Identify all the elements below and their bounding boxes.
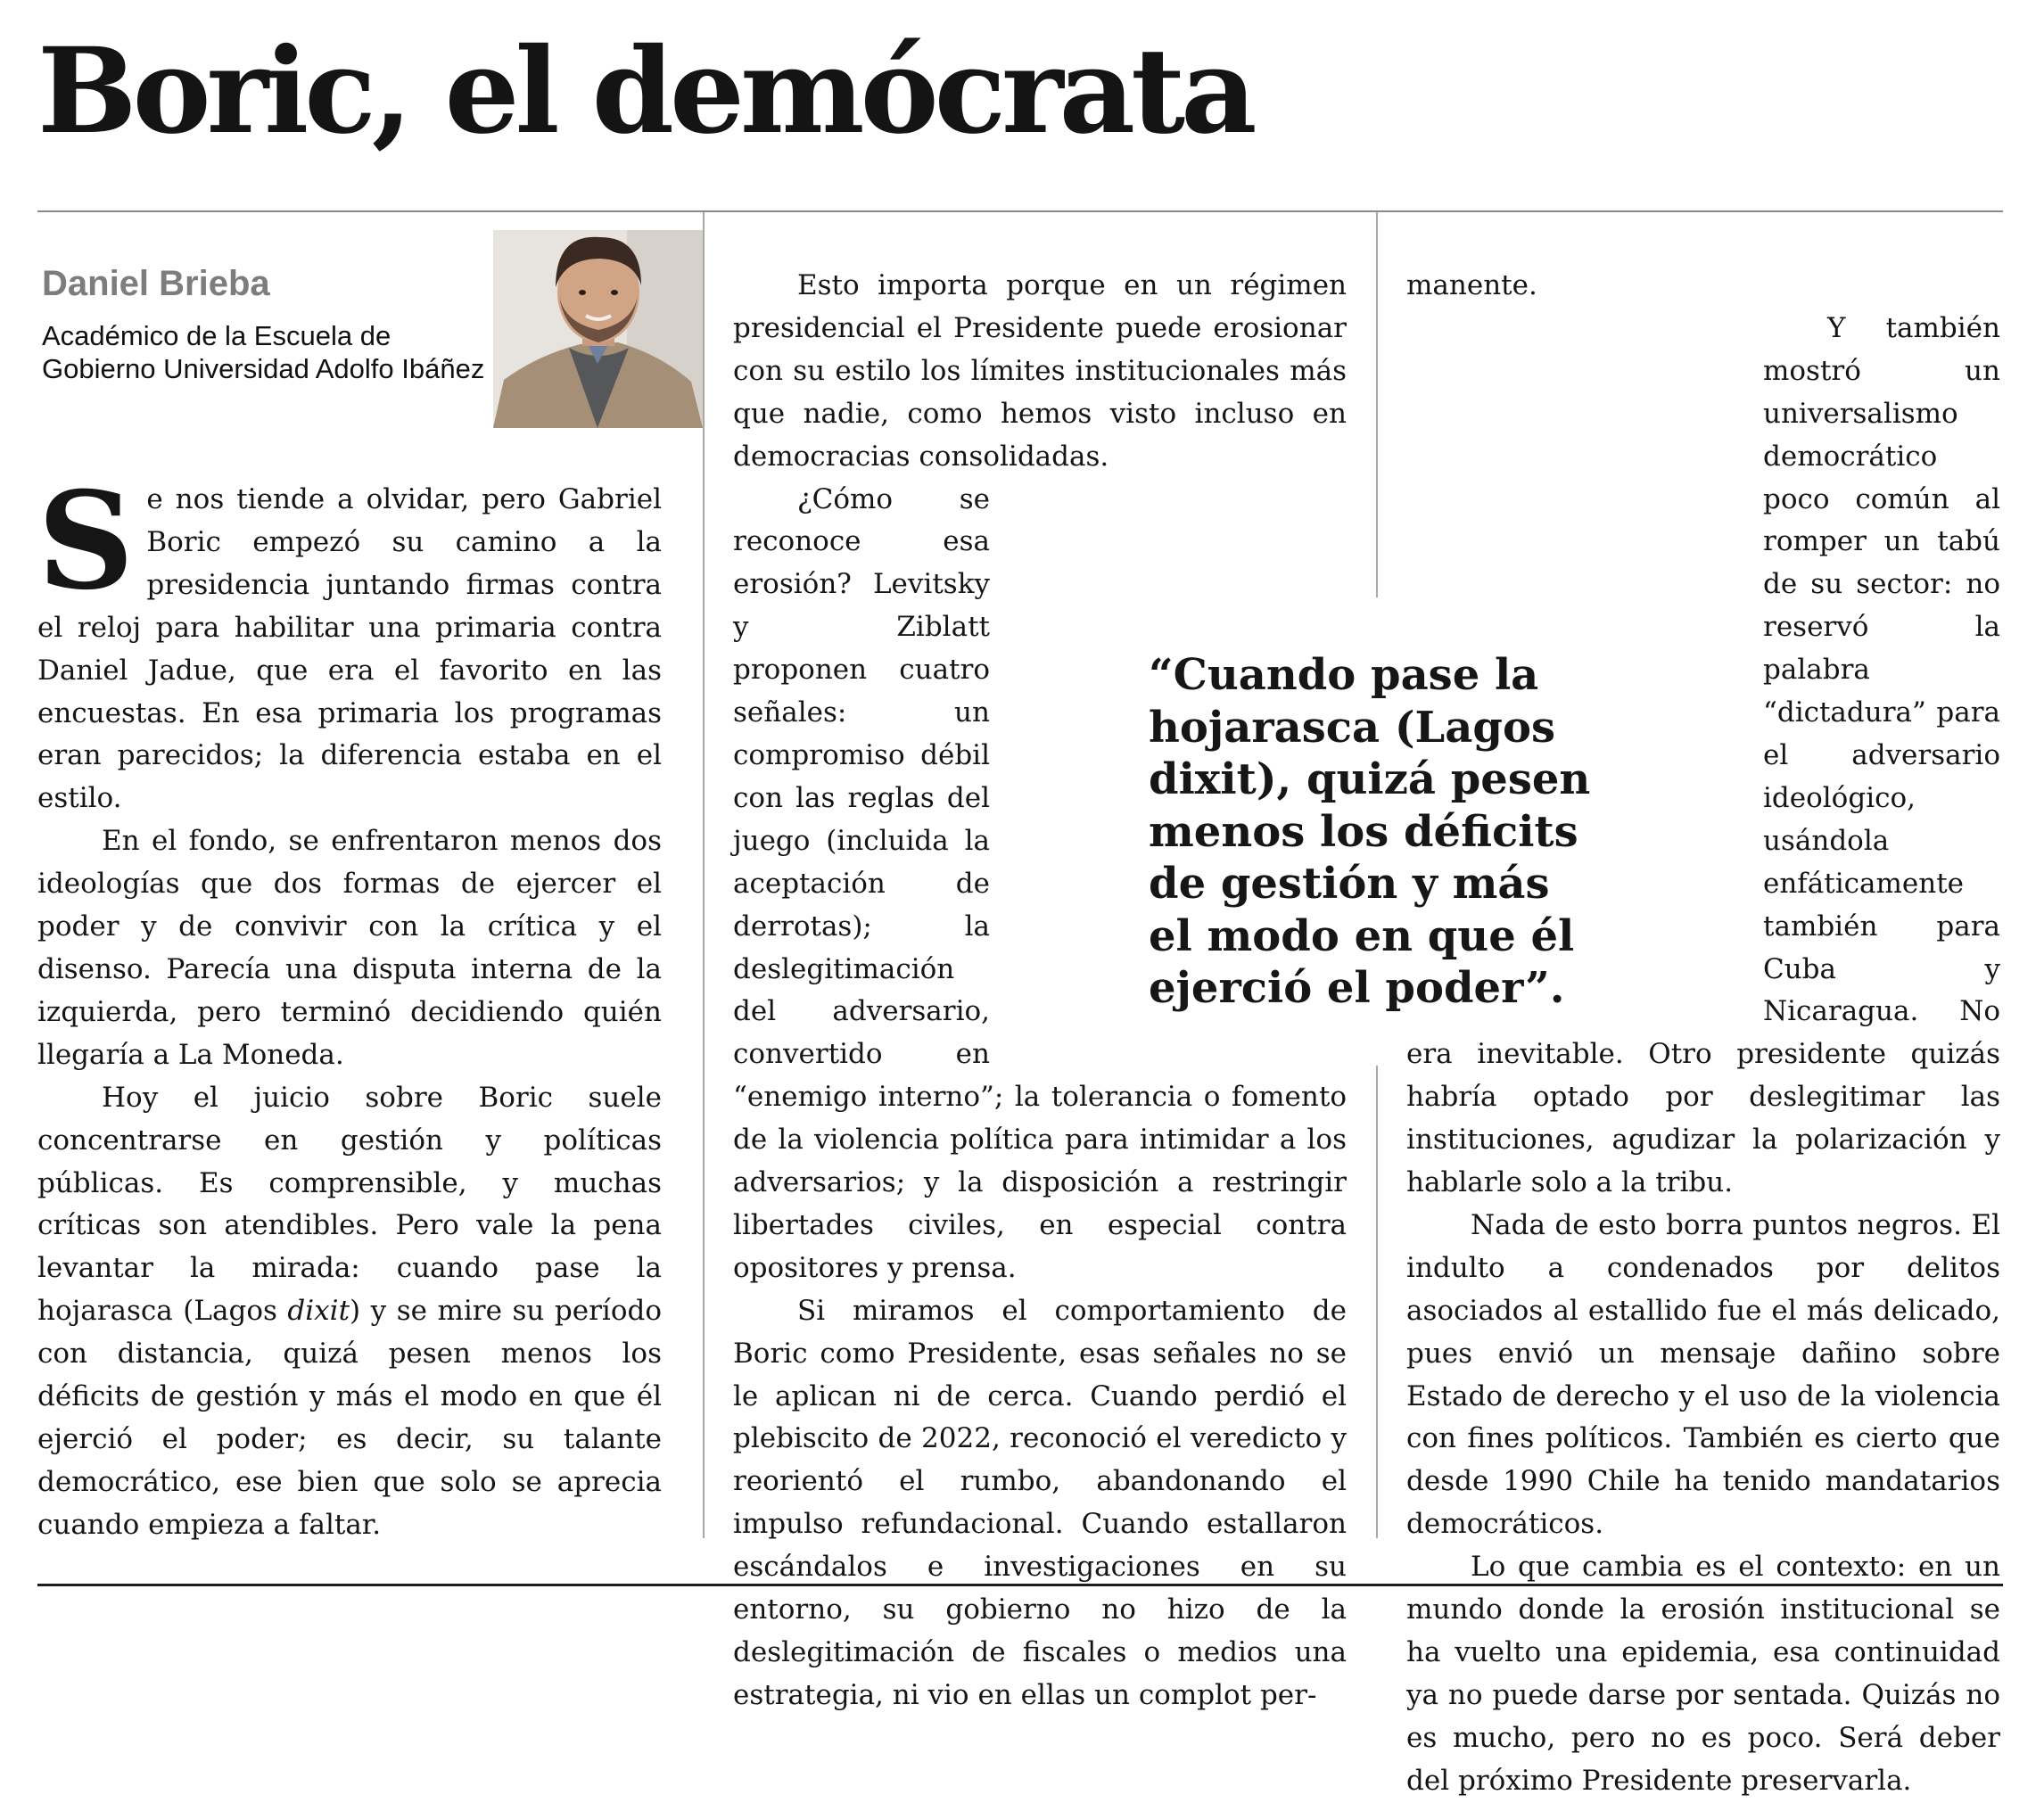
pull-quote: “Cuando pase la hojarasca (Lagos dixit), quizá pesen menos los déficits de gestión y más el modo en que él ejerció el poder”.	[1149, 650, 1591, 1013]
bottom-rule	[37, 1584, 2003, 1586]
paragraph-continuation: manente.	[1406, 269, 1537, 301]
paragraph: En el fondo, se enfrentaron menos dos ideologías que dos formas de ejercer el poder y de convivir con la crítica y el disenso. Parecía una disputa interna de la izquierda, pero terminó decidiendo quién llegaría a La Moneda.	[37, 825, 662, 1071]
article-column-3	[1406, 265, 2000, 1803]
author-bio: Académico de la Escuela de Gobierno Universidad Adolfo Ibáñez	[42, 320, 485, 384]
paragraph: Nada de esto borra puntos negros. El indulto a condenados por delitos asociados al estallido fue el más delicado, pues envió un mensaje dañino sobre Estado de derecho y el uso de la violencia con fines políticos. También es cierto que desde 1990 Chile ha tenido mandatarios democráticos.	[1406, 1208, 2000, 1541]
author-name: Daniel Brieba	[42, 264, 270, 303]
article-title: Boric, el demócrata	[37, 22, 1253, 161]
column-divider	[1376, 1066, 1378, 1538]
paragraph: Si miramos el comportamiento de Boric como Presidente, esas señales no se le aplican ni de cerca. Cuando perdió el plebiscito de 2022, reconoció el veredicto y reorientó el rumbo, abandonando el impulso refundacional. Cuando estallaron escándalos e investigaciones en su entorno, su gobierno no hizo de la deslegitimación de fiscales o medios una estrategia, ni vio en ellas un complot per-	[733, 1294, 1347, 1711]
drop-cap: S	[37, 463, 135, 620]
title-divider	[37, 210, 2003, 212]
paragraph: Y también mostró un universalismo democrático poco común al romper un tabú de su sector: no reservó la palabra “dictadura” para el adversario ideológico, usándola enfáticamente también para Cuba y Nicaragua. No era inevitable. Otro presidente quizás habría optado por deslegitimar las instituciones, agudizar la polarización y hablarle solo a la tribu.	[1406, 311, 2000, 1199]
column-divider	[703, 212, 705, 1538]
column-divider	[1376, 212, 1378, 597]
paragraph: ¿Cómo se reconoce esa erosión? Levitsky y Ziblatt proponen cuatro señales: un compromiso débil con las reglas del juego (incluida la aceptación de derrotas); la deslegitimación del adversario, convertido en “enemigo interno”; la tolerancia o fomento de la violencia política para intimidar a los adversarios; y la disposición a restringir libertades civiles, en especial contra opositores y prensa.	[733, 482, 1347, 1284]
paragraph: Lo que cambia es el contexto: en un mundo donde la erosión institucional se ha vuelto una epidemia, esa continuidad ya no puede darse por sentada. Quizás no es mucho, pero no es poco. Será deber del próximo Presidente preservarla.	[1406, 1551, 2000, 1797]
paragraph: Esto importa porque en un régimen presidencial el Presidente puede erosionar con su estilo los límites institucionales más que nadie, como hemos visto incluso en democracias consolidadas.	[733, 269, 1347, 473]
article-column-1	[37, 463, 663, 1547]
paragraph: e nos tiende a olvidar, pero Gabriel Boric empezó su camino a la presidencia juntando firmas contra el reloj para habilitar una primaria contra Daniel Jadue, que era el favorito en las encuestas. En esa primaria los programas eran parecidos; la diferencia estaba en el estilo.	[37, 483, 662, 815]
paragraph: Hoy el juicio sobre Boric suele concentrarse en gestión y políticas públicas. Es comprensible, y muchas críticas son atendibles. Pero vale la pena levantar la mirada: cuando pase la hojarasca (Lagos dixit) y se mire su período con distancia, quizá pesen menos los déficits de gestión y más el modo en que él ejerció el poder; es decir, su talante democrático, ese bien que solo se aprecia cuando empieza a faltar.	[37, 1081, 663, 1541]
author-photo	[493, 230, 703, 428]
